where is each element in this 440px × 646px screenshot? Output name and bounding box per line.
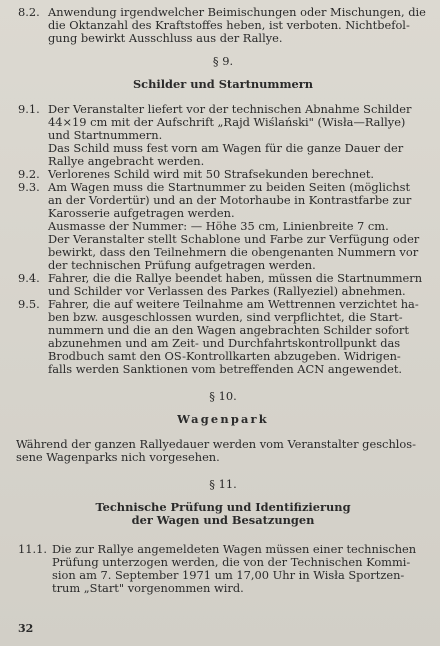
text-line: Am Wagen muss die Startnummer zu beiden Seiten (möglichst [48, 180, 411, 194]
section-9-heading: § 9. [212, 54, 234, 68]
item-text [52, 543, 428, 595]
item-number: 9.2. [18, 167, 40, 181]
item-8-2 [18, 6, 428, 45]
page-number: 32 [18, 622, 34, 635]
item-number: 9.5. [18, 297, 40, 311]
item-9-3 [18, 181, 428, 272]
section-10-heading: § 10. [209, 389, 237, 403]
text-line: trum „Start" vorgenommen wird. [52, 581, 244, 595]
text-line: gung bewirkt Ausschluss aus der Rallye. [48, 31, 283, 45]
text-line: abzunehmen und am Zeit- und Durchfahrtskontrollpunkt das [48, 336, 401, 350]
item-text [48, 272, 428, 298]
section-9-title: Schilder und Startnummern [132, 77, 314, 91]
item-number: 9.4. [18, 271, 40, 285]
section-11-heading: § 11. [209, 477, 237, 491]
text-line: Rallye angebracht werden. [48, 154, 205, 168]
text-line: Karosserie aufgetragen werden. [48, 206, 235, 220]
section-11-title [18, 501, 428, 527]
item-11-1 [18, 543, 428, 595]
section-10-text [16, 438, 428, 464]
text-line: Brodbuch samt den OS-Kontrollkarten abzugeben. Widrigen- [48, 349, 401, 363]
text-line: falls werden Sanktionen vom betreffenden ACN angewendet. [48, 362, 403, 376]
text-line: Der Veranstalter stellt Schablone und Farbe zur Verfügung oder [48, 232, 420, 246]
title-line: der Wagen und Besatzungen [131, 513, 315, 527]
text-line: nummern und die an den Wagen angebrachten Schilder sofort [48, 323, 409, 337]
text-line: Ausmasse der Nummer: — Höhe 35 cm, Linienbreite 7 cm. [48, 219, 389, 233]
item-9-5 [18, 298, 428, 376]
text-line: Während der ganzen Rallyedauer werden vom Veranstalter geschlos- [16, 437, 416, 451]
text-line: 44×19 cm mit der Aufschrift „Rajd Wiślański" (Wisła—Rallye) [48, 115, 406, 129]
text-line: Der Veranstalter liefert vor der technischen Abnahme Schilder [48, 102, 412, 116]
text-line: ben bzw. ausgeschlossen wurden, sind verpflichtet, die Start- [48, 310, 403, 324]
item-text [48, 181, 428, 272]
text-line: sion am 7. September 1971 um 17,00 Uhr in Wisła Sportzen- [52, 568, 405, 582]
text-line: Verlorenes Schild wird mit 50 Strafsekunden berechnet. [48, 167, 375, 181]
text-line: an der Vordertür) und an der Motorhaube in Kontrastfarbe zur [48, 193, 412, 207]
text-line: sene Wagenparks nich vorgesehen. [16, 450, 220, 464]
text-line: und Startnummern. [48, 128, 163, 142]
text-line: Fahrer, die die Rallye beendet haben, müssen die Startnummern [48, 271, 423, 285]
text-line: Fahrer, die auf weitere Teilnahme am Wettrennen verzichtet ha- [48, 297, 419, 311]
text-line: Anwendung irgendwelcher Beimischungen oder Mischungen, die [48, 5, 426, 19]
text-line: bewirkt, dass den Teilnehmern die obengenanten Nummern vor [48, 245, 419, 259]
text-line: Die zur Rallye angemeldeten Wagen müssen einer technischen [52, 542, 417, 556]
title-line: Technische Prüfung und Identifizierung [95, 500, 351, 514]
item-text [48, 103, 428, 168]
item-number: 8.2. [18, 5, 40, 19]
text-line: Prüfung unterzogen werden, die von der Technischen Kommi- [52, 555, 411, 569]
text-line: die Oktanzahl des Kraftstoffes heben, ist verboten. Nichtbefol- [48, 18, 410, 32]
item-number: 11.1. [18, 542, 47, 556]
item-9-4 [18, 272, 428, 298]
section-10-title: Wagenpark [177, 412, 269, 426]
text-line: und Schilder vor Verlassen des Parkes (Rallyeziel) abnehmen. [48, 284, 406, 298]
item-number: 9.3. [18, 180, 40, 194]
text-line: der technischen Prüfung aufgetragen werden. [48, 258, 316, 272]
item-text [48, 6, 428, 45]
item-number: 9.1. [18, 102, 40, 116]
item-text [48, 298, 428, 376]
item-9-1 [18, 103, 428, 168]
text-line: Das Schild muss fest vorn am Wagen für die ganze Dauer der [48, 141, 404, 155]
